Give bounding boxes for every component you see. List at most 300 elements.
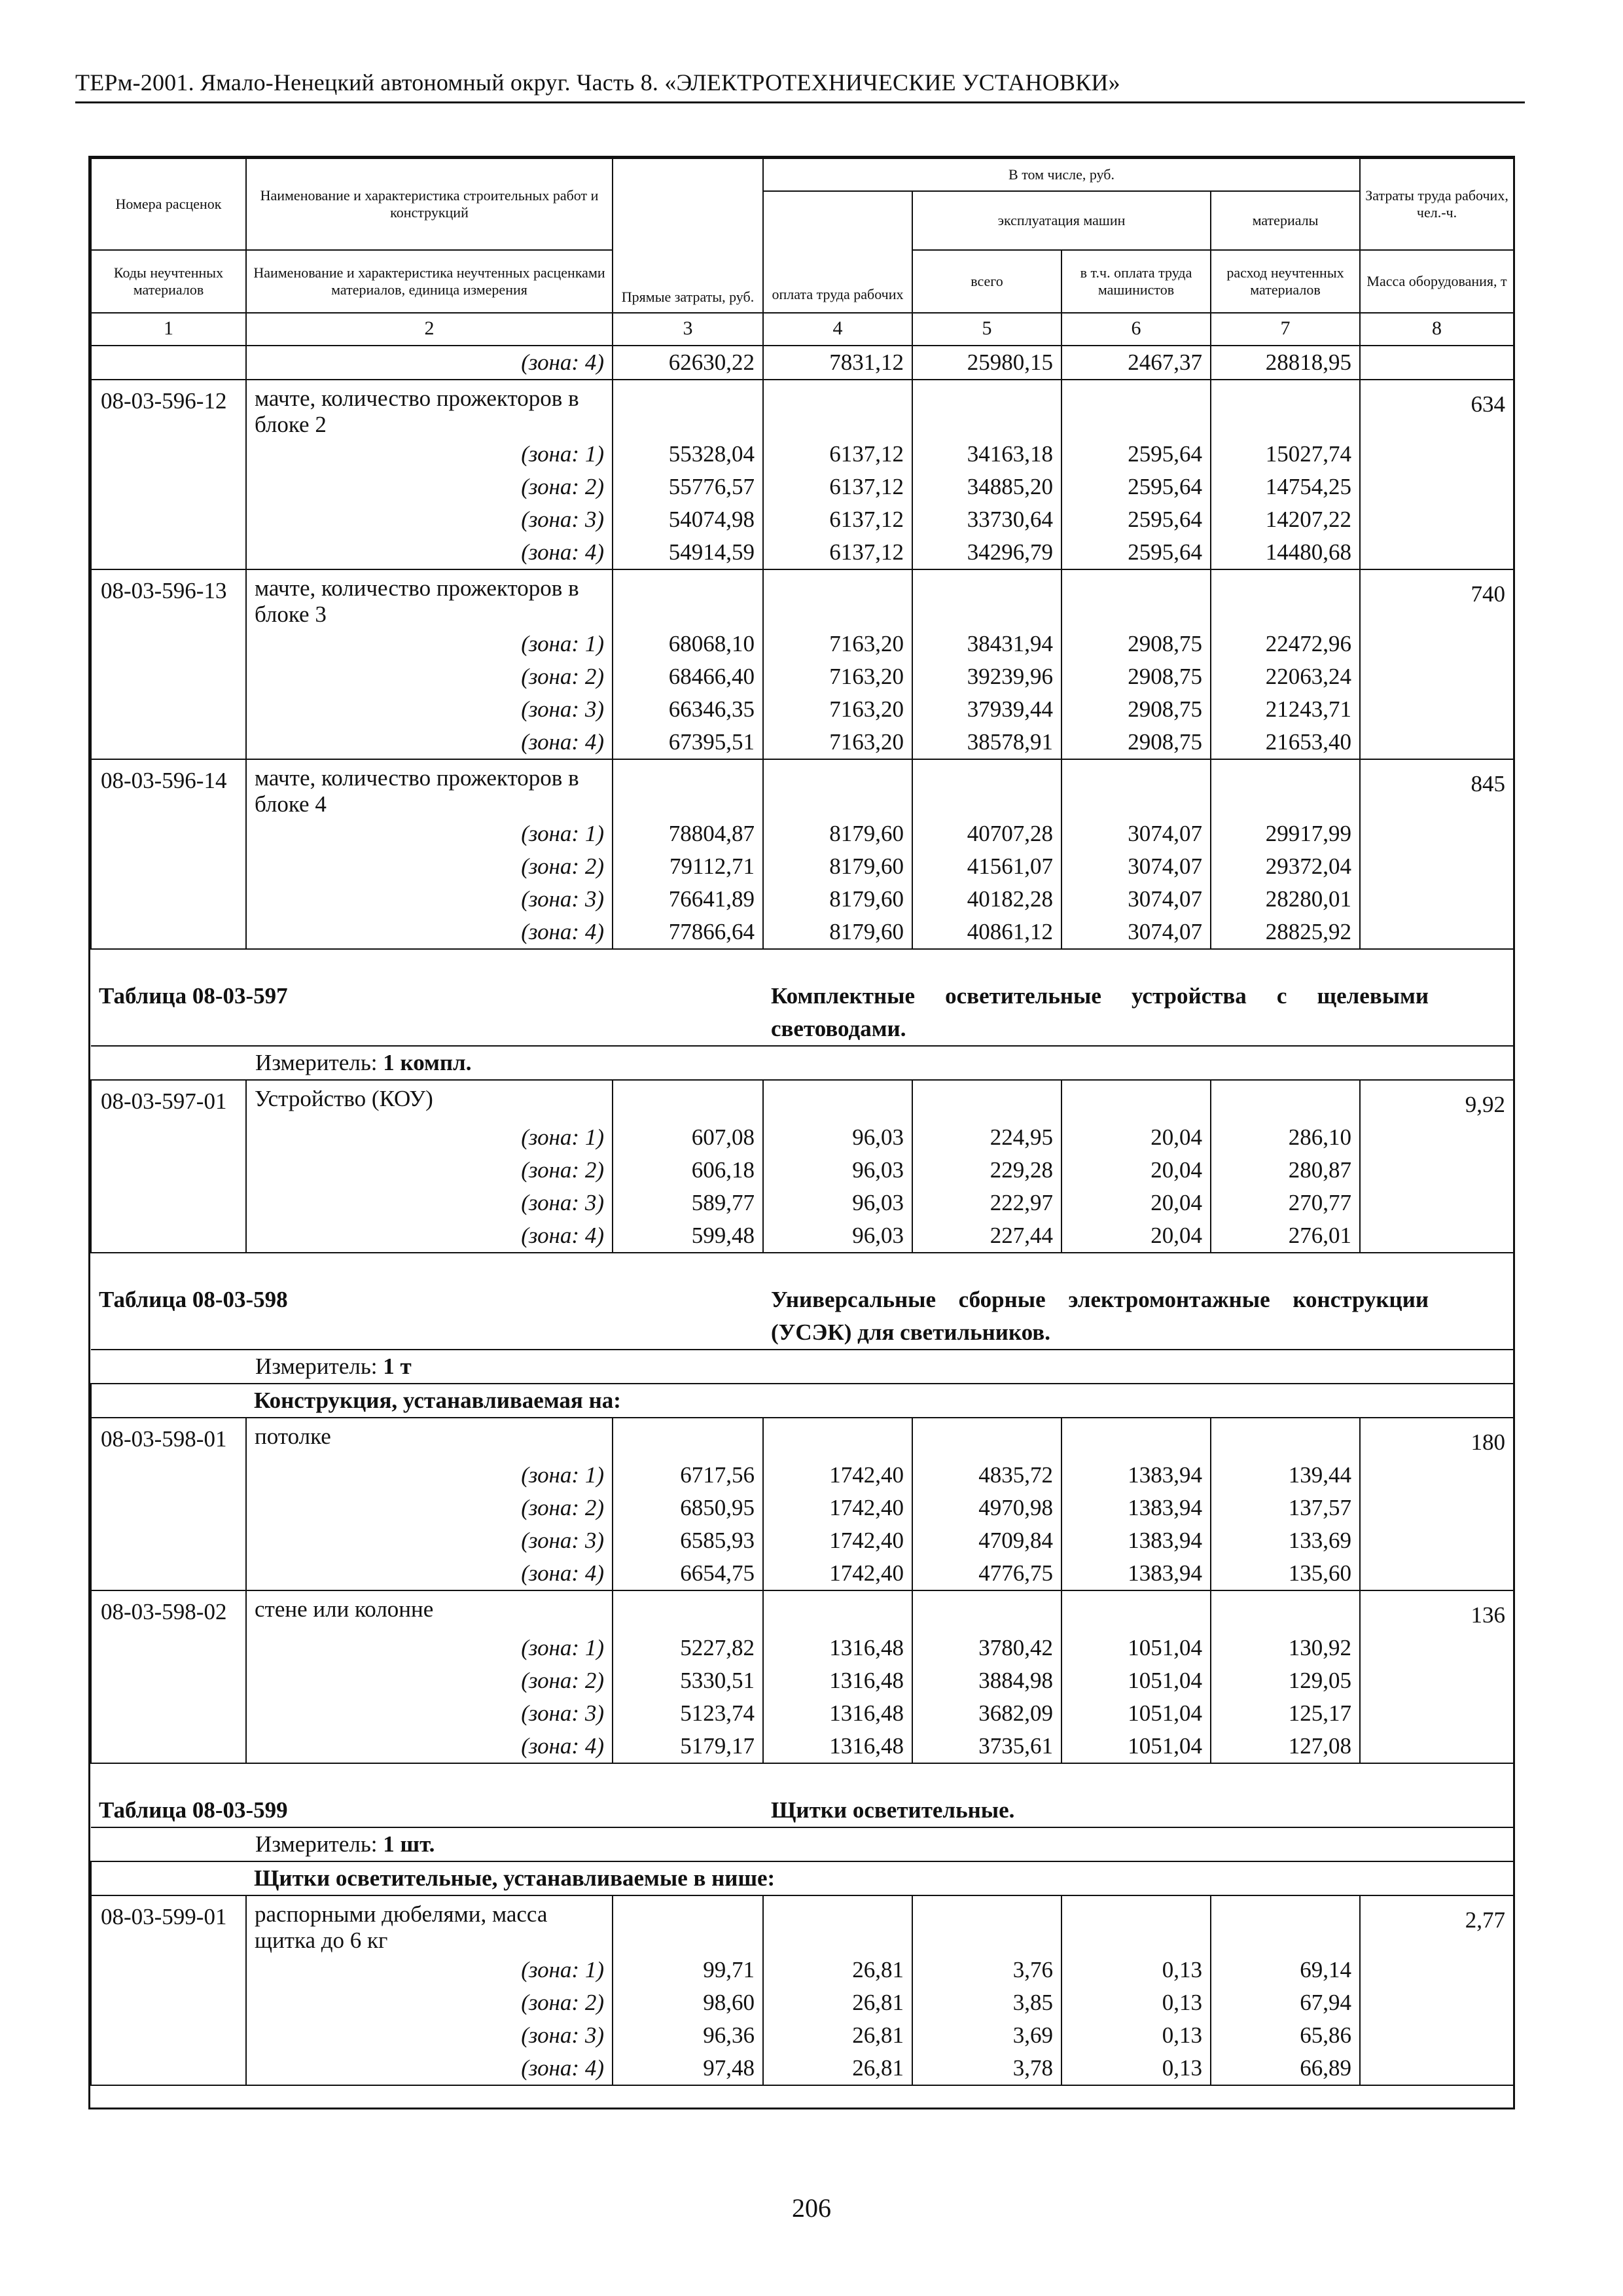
rate-code: 08-03-596-14 <box>91 759 246 817</box>
table-name: Таблица 08-03-599 <box>91 1763 763 1827</box>
empty-cell <box>1061 569 1211 628</box>
code-cell <box>91 1492 246 1524</box>
machinists-pay: 0,13 <box>1061 2052 1211 2085</box>
labor-pay: 6137,12 <box>763 471 912 503</box>
rates-table-frame <box>88 156 1515 2109</box>
empty-cell <box>613 1590 763 1632</box>
labor-cell <box>1360 1459 1514 1492</box>
labor-cell <box>1360 1492 1514 1524</box>
direct-cost: 79112,71 <box>613 850 763 883</box>
table-description: Комплектные осветительные устройства с щелевыми световодами. <box>763 949 1514 1046</box>
zone-label: (зона: 4) <box>246 916 613 949</box>
labor-pay: 6137,12 <box>763 438 912 471</box>
code-cell <box>91 2052 246 2085</box>
labor-cell <box>1360 693 1514 726</box>
machines-total: 34885,20 <box>912 471 1061 503</box>
materials-cost: 21653,40 <box>1211 726 1360 759</box>
rate-name: мачте, количество прожекторов в блоке 4 <box>246 759 613 817</box>
direct-cost: 54914,59 <box>613 536 763 569</box>
direct-cost: 78804,87 <box>613 817 763 850</box>
zone-label: (зона: 1) <box>246 628 613 660</box>
rate-code: 08-03-597-01 <box>91 1080 246 1121</box>
materials-cost: 127,08 <box>1211 1730 1360 1763</box>
code-cell <box>91 1557 246 1590</box>
materials-cost: 14207,22 <box>1211 503 1360 536</box>
empty-cell <box>763 569 912 628</box>
page-number: 206 <box>792 2193 831 2223</box>
zone-row <box>91 1730 1514 1763</box>
measure-row <box>91 1827 1514 1861</box>
measure-value: 1 компл. <box>383 1050 472 1075</box>
measure-value: 1 шт. <box>383 1831 435 1857</box>
col1-bottom-header: Коды неучтенных материалов <box>91 250 246 313</box>
column-number: 5 <box>912 313 1061 346</box>
measure-value: 1 т <box>383 1354 412 1379</box>
rate-row <box>91 1590 1514 1632</box>
zone-row <box>91 1697 1514 1730</box>
zone-label: (зона: 4) <box>246 726 613 759</box>
rate-row <box>91 380 1514 438</box>
direct-cost: 68466,40 <box>613 660 763 693</box>
labor-cell <box>1360 536 1514 569</box>
zone-row <box>91 1986 1514 2019</box>
code-cell <box>91 1524 246 1557</box>
machinists-pay: 3074,07 <box>1061 883 1211 916</box>
labor-cell <box>1360 1730 1514 1763</box>
machinists-pay: 1051,04 <box>1061 1697 1211 1730</box>
code-cell <box>91 1219 246 1253</box>
labor-hours: 845 <box>1360 759 1514 817</box>
section-label: Щитки осветительные, устанавливаемые в нише: <box>246 1861 1514 1895</box>
empty-cell <box>1061 1590 1211 1632</box>
empty-cell <box>763 380 912 438</box>
measure-spacer <box>91 1350 246 1384</box>
materials-cost: 133,69 <box>1211 1524 1360 1557</box>
materials-cost: 130,92 <box>1211 1632 1360 1664</box>
empty-cell <box>763 1418 912 1459</box>
measure-label: Измеритель: <box>255 1354 378 1379</box>
machines-total: 3,85 <box>912 1986 1061 2019</box>
code-cell <box>91 503 246 536</box>
machines-total: 34296,79 <box>912 536 1061 569</box>
direct-cost: 66346,35 <box>613 693 763 726</box>
rates-table <box>90 158 1514 2086</box>
labor-cell <box>1360 2052 1514 2085</box>
machinists-pay: 3074,07 <box>1061 850 1211 883</box>
labor-cell <box>1360 503 1514 536</box>
empty-cell <box>1211 759 1360 817</box>
machinists-pay: 3074,07 <box>1061 916 1211 949</box>
empty-cell <box>912 569 1061 628</box>
zone-row <box>91 1557 1514 1590</box>
materials-cost: 286,10 <box>1211 1121 1360 1154</box>
machines-total: 38578,91 <box>912 726 1061 759</box>
materials-cost: 28280,01 <box>1211 883 1360 916</box>
zone-label: (зона: 4) <box>246 346 613 380</box>
machines-total: 4776,75 <box>912 1557 1061 1590</box>
machinists-pay: 1383,94 <box>1061 1524 1211 1557</box>
machinists-pay: 2908,75 <box>1061 660 1211 693</box>
rate-code: 08-03-596-13 <box>91 569 246 628</box>
direct-cost: 606,18 <box>613 1154 763 1187</box>
zone-label: (зона: 2) <box>246 1154 613 1187</box>
table-title-row <box>91 1253 1514 1350</box>
column-number: 2 <box>246 313 613 346</box>
code-cell <box>91 438 246 471</box>
col2-bottom-header: Наименование и характеристика неучтенных расценками материалов, единица измерения <box>246 250 613 313</box>
direct-cost: 76641,89 <box>613 883 763 916</box>
section-label: Конструкция, устанавливаемая на: <box>246 1384 1514 1418</box>
labor-pay: 7831,12 <box>763 346 912 380</box>
machines-total: 39239,96 <box>912 660 1061 693</box>
materials-cost: 28825,92 <box>1211 916 1360 949</box>
zone-label: (зона: 3) <box>246 1524 613 1557</box>
code-cell <box>91 346 246 380</box>
machinists-pay: 3074,07 <box>1061 817 1211 850</box>
materials-cost: 69,14 <box>1211 1954 1360 1986</box>
rate-row <box>91 1895 1514 1954</box>
empty-cell <box>912 1080 1061 1121</box>
materials-cost: 67,94 <box>1211 1986 1360 2019</box>
machines-total: 3780,42 <box>912 1632 1061 1664</box>
direct-cost: 62630,22 <box>613 346 763 380</box>
labor-pay: 1316,48 <box>763 1632 912 1664</box>
machinists-pay: 0,13 <box>1061 1954 1211 1986</box>
code-cell <box>91 1986 246 2019</box>
labor-pay: 1742,40 <box>763 1459 912 1492</box>
zone-label: (зона: 3) <box>246 883 613 916</box>
measure-label: Измеритель: <box>255 1050 378 1075</box>
machines-total: 3,76 <box>912 1954 1061 1986</box>
measure-row <box>91 1350 1514 1384</box>
code-cell <box>91 916 246 949</box>
code-cell <box>91 1459 246 1492</box>
measure-spacer <box>91 1827 246 1861</box>
labor-cell <box>1360 2019 1514 2052</box>
materials-cost: 125,17 <box>1211 1697 1360 1730</box>
section-row <box>91 1861 1514 1895</box>
code-cell <box>91 883 246 916</box>
labor-cell <box>1360 1121 1514 1154</box>
materials-cost: 137,57 <box>1211 1492 1360 1524</box>
zone-row <box>91 503 1514 536</box>
rates-table-body <box>91 158 1514 2085</box>
machines-total: 37939,44 <box>912 693 1061 726</box>
labor-cell <box>1360 726 1514 759</box>
labor-cell <box>1360 1954 1514 1986</box>
labor-pay: 7163,20 <box>763 693 912 726</box>
labor-pay: 8179,60 <box>763 916 912 949</box>
rate-code: 08-03-598-01 <box>91 1418 246 1459</box>
machinists-pay: 20,04 <box>1061 1154 1211 1187</box>
machines-total: 229,28 <box>912 1154 1061 1187</box>
zone-row <box>91 1154 1514 1187</box>
labor-cell <box>1360 1219 1514 1253</box>
col5-header: всего <box>912 250 1061 313</box>
empty-cell <box>613 380 763 438</box>
materials-cost: 276,01 <box>1211 1219 1360 1253</box>
zone-label: (зона: 2) <box>246 1492 613 1524</box>
zone-label: (зона: 4) <box>246 1730 613 1763</box>
machines-total: 224,95 <box>912 1121 1061 1154</box>
rate-code: 08-03-596-12 <box>91 380 246 438</box>
code-cell <box>91 1697 246 1730</box>
zone-label: (зона: 2) <box>246 850 613 883</box>
direct-cost: 54074,98 <box>613 503 763 536</box>
zone-row <box>91 1632 1514 1664</box>
labor-hours: 634 <box>1360 380 1514 438</box>
zone-row <box>91 438 1514 471</box>
machinists-pay: 1051,04 <box>1061 1730 1211 1763</box>
labor-pay: 26,81 <box>763 2019 912 2052</box>
materials-header: материалы <box>1211 191 1360 250</box>
labor-pay: 6137,12 <box>763 536 912 569</box>
zone-label: (зона: 2) <box>246 1986 613 2019</box>
column-number: 3 <box>613 313 763 346</box>
column-number: 8 <box>1360 313 1514 346</box>
direct-cost: 98,60 <box>613 1986 763 2019</box>
rate-code: 08-03-598-02 <box>91 1590 246 1632</box>
zone-row <box>91 1492 1514 1524</box>
zone-row <box>91 1459 1514 1492</box>
empty-cell <box>912 759 1061 817</box>
code-cell <box>91 1730 246 1763</box>
table-name: Таблица 08-03-597 <box>91 949 763 1046</box>
empty-cell <box>763 759 912 817</box>
labor-cell <box>1360 916 1514 949</box>
zone-row <box>91 536 1514 569</box>
code-cell <box>91 471 246 503</box>
direct-cost: 6585,93 <box>613 1524 763 1557</box>
rate-name: стене или колонне <box>246 1590 613 1632</box>
empty-cell <box>1211 1418 1360 1459</box>
empty-cell <box>1061 1895 1211 1954</box>
machines-total: 41561,07 <box>912 850 1061 883</box>
machinists-pay: 0,13 <box>1061 1986 1211 2019</box>
labor-pay: 1742,40 <box>763 1524 912 1557</box>
materials-cost: 29372,04 <box>1211 850 1360 883</box>
direct-cost: 607,08 <box>613 1121 763 1154</box>
machines-total: 40182,28 <box>912 883 1061 916</box>
labor-pay: 96,03 <box>763 1121 912 1154</box>
labor-cell <box>1360 628 1514 660</box>
including-header: В том числе, руб. <box>763 158 1360 191</box>
empty-cell <box>613 759 763 817</box>
zone-row <box>91 817 1514 850</box>
measure-row <box>91 1046 1514 1080</box>
zone-row <box>91 471 1514 503</box>
zone-label: (зона: 4) <box>246 1219 613 1253</box>
labor-pay: 1316,48 <box>763 1697 912 1730</box>
empty-cell <box>763 1080 912 1121</box>
rate-name: мачте, количество прожекторов в блоке 2 <box>246 380 613 438</box>
zone-row <box>91 850 1514 883</box>
machinists-pay: 1051,04 <box>1061 1632 1211 1664</box>
rate-name: мачте, количество прожекторов в блоке 3 <box>246 569 613 628</box>
empty-cell <box>912 1418 1061 1459</box>
zone-label: (зона: 3) <box>246 1187 613 1219</box>
table-title-row <box>91 1763 1514 1827</box>
labor-hours: 2,77 <box>1360 1895 1514 1954</box>
machines-total: 34163,18 <box>912 438 1061 471</box>
labor-cell <box>1360 1664 1514 1697</box>
labor-cell <box>1360 660 1514 693</box>
labor-cell <box>1360 1632 1514 1664</box>
code-cell <box>91 2019 246 2052</box>
col6-header: в т.ч. оплата труда машинистов <box>1061 250 1211 313</box>
col8-top-header: Затраты труда рабочих, чел.-ч. <box>1360 158 1514 250</box>
materials-cost: 14480,68 <box>1211 536 1360 569</box>
empty-cell <box>1061 1080 1211 1121</box>
empty-cell <box>912 380 1061 438</box>
rate-row <box>91 1418 1514 1459</box>
column-number: 1 <box>91 313 246 346</box>
zone-row <box>91 726 1514 759</box>
machines-total: 38431,94 <box>912 628 1061 660</box>
code-cell <box>91 850 246 883</box>
labor-pay: 26,81 <box>763 1986 912 2019</box>
machines-total: 40861,12 <box>912 916 1061 949</box>
empty-cell <box>763 1590 912 1632</box>
machinists-pay: 20,04 <box>1061 1219 1211 1253</box>
code-cell <box>91 1632 246 1664</box>
machinists-pay: 20,04 <box>1061 1121 1211 1154</box>
zone-label: (зона: 1) <box>246 817 613 850</box>
empty-cell <box>1061 759 1211 817</box>
labor-hours: 740 <box>1360 569 1514 628</box>
direct-cost: 599,48 <box>613 1219 763 1253</box>
measure-cell <box>246 1827 1514 1861</box>
zone-label: (зона: 3) <box>246 693 613 726</box>
machinists-pay: 2467,37 <box>1061 346 1211 380</box>
rate-row <box>91 569 1514 628</box>
col4-header: оплата труда рабочих <box>763 191 912 313</box>
zone-label: (зона: 4) <box>246 1557 613 1590</box>
labor-cell <box>1360 1154 1514 1187</box>
col3-header: Прямые затраты, руб. <box>613 158 763 313</box>
labor-hours: 9,92 <box>1360 1080 1514 1121</box>
col1-top-header: Номера расценок <box>91 158 246 250</box>
direct-cost: 68068,10 <box>613 628 763 660</box>
rate-row <box>91 1080 1514 1121</box>
zone-row <box>91 2019 1514 2052</box>
machines-total: 40707,28 <box>912 817 1061 850</box>
col7-header: расход неучтенных материалов <box>1211 250 1360 313</box>
labor-cell <box>1360 817 1514 850</box>
machinists-pay: 2908,75 <box>1061 726 1211 759</box>
section-row <box>91 1384 1514 1418</box>
code-cell <box>91 536 246 569</box>
labor-pay: 1316,48 <box>763 1664 912 1697</box>
code-cell <box>91 1187 246 1219</box>
code-cell <box>91 693 246 726</box>
zone-label: (зона: 4) <box>246 2052 613 2085</box>
code-cell <box>91 1664 246 1697</box>
machines-total: 3682,09 <box>912 1697 1061 1730</box>
zone-row <box>91 1954 1514 1986</box>
labor-cell <box>1360 1524 1514 1557</box>
labor-cell <box>1360 1697 1514 1730</box>
empty-cell <box>1061 380 1211 438</box>
code-cell <box>91 1154 246 1187</box>
labor-pay: 26,81 <box>763 1954 912 1986</box>
empty-cell <box>1211 1080 1360 1121</box>
zone-row <box>91 2052 1514 2085</box>
machines-total: 3884,98 <box>912 1664 1061 1697</box>
machines-total: 4835,72 <box>912 1459 1061 1492</box>
zone-label: (зона: 1) <box>246 1121 613 1154</box>
direct-cost: 5123,74 <box>613 1697 763 1730</box>
materials-cost: 15027,74 <box>1211 438 1360 471</box>
materials-cost: 65,86 <box>1211 2019 1360 2052</box>
empty-cell <box>763 1895 912 1954</box>
zone-label: (зона: 3) <box>246 503 613 536</box>
empty-cell <box>912 1590 1061 1632</box>
labor-pay: 8179,60 <box>763 817 912 850</box>
measure-spacer <box>91 1046 246 1080</box>
section-spacer <box>91 1384 246 1418</box>
machines-total: 4709,84 <box>912 1524 1061 1557</box>
machinists-pay: 1383,94 <box>1061 1492 1211 1524</box>
measure-label: Измеритель: <box>255 1831 378 1857</box>
empty-cell <box>613 1080 763 1121</box>
machinists-pay: 2595,64 <box>1061 536 1211 569</box>
table-description: Щитки осветительные. <box>763 1763 1514 1827</box>
materials-cost: 29917,99 <box>1211 817 1360 850</box>
direct-cost: 5330,51 <box>613 1664 763 1697</box>
materials-cost: 135,60 <box>1211 1557 1360 1590</box>
machines-total: 25980,15 <box>912 346 1061 380</box>
zone-label: (зона: 2) <box>246 1664 613 1697</box>
machines-total: 227,44 <box>912 1219 1061 1253</box>
labor-pay: 1316,48 <box>763 1730 912 1763</box>
empty-cell <box>1211 1590 1360 1632</box>
empty-cell <box>613 1418 763 1459</box>
zone-label: (зона: 1) <box>246 1954 613 1986</box>
code-cell <box>91 817 246 850</box>
machinists-pay: 2595,64 <box>1061 438 1211 471</box>
direct-cost: 6850,95 <box>613 1492 763 1524</box>
labor-cell <box>1360 850 1514 883</box>
zone-label: (зона: 1) <box>246 1459 613 1492</box>
machines-total: 3,69 <box>912 2019 1061 2052</box>
machinists-pay: 2595,64 <box>1061 503 1211 536</box>
rate-name: потолке <box>246 1418 613 1459</box>
labor-cell <box>1360 471 1514 503</box>
zone-row <box>91 1187 1514 1219</box>
labor-pay: 26,81 <box>763 2052 912 2085</box>
zone-row <box>91 1121 1514 1154</box>
materials-cost: 28818,95 <box>1211 346 1360 380</box>
direct-cost: 67395,51 <box>613 726 763 759</box>
machines-total: 4970,98 <box>912 1492 1061 1524</box>
zone-row <box>91 693 1514 726</box>
empty-cell <box>613 1895 763 1954</box>
labor-cell <box>1360 883 1514 916</box>
materials-cost: 139,44 <box>1211 1459 1360 1492</box>
column-number: 4 <box>763 313 912 346</box>
direct-cost: 5179,17 <box>613 1730 763 1763</box>
zone-label: (зона: 4) <box>246 536 613 569</box>
labor-pay: 1742,40 <box>763 1557 912 1590</box>
code-cell <box>91 726 246 759</box>
code-cell <box>91 628 246 660</box>
labor-pay: 8179,60 <box>763 850 912 883</box>
direct-cost: 589,77 <box>613 1187 763 1219</box>
zone-row <box>91 660 1514 693</box>
machinists-pay: 1383,94 <box>1061 1459 1211 1492</box>
labor-pay: 96,03 <box>763 1219 912 1253</box>
